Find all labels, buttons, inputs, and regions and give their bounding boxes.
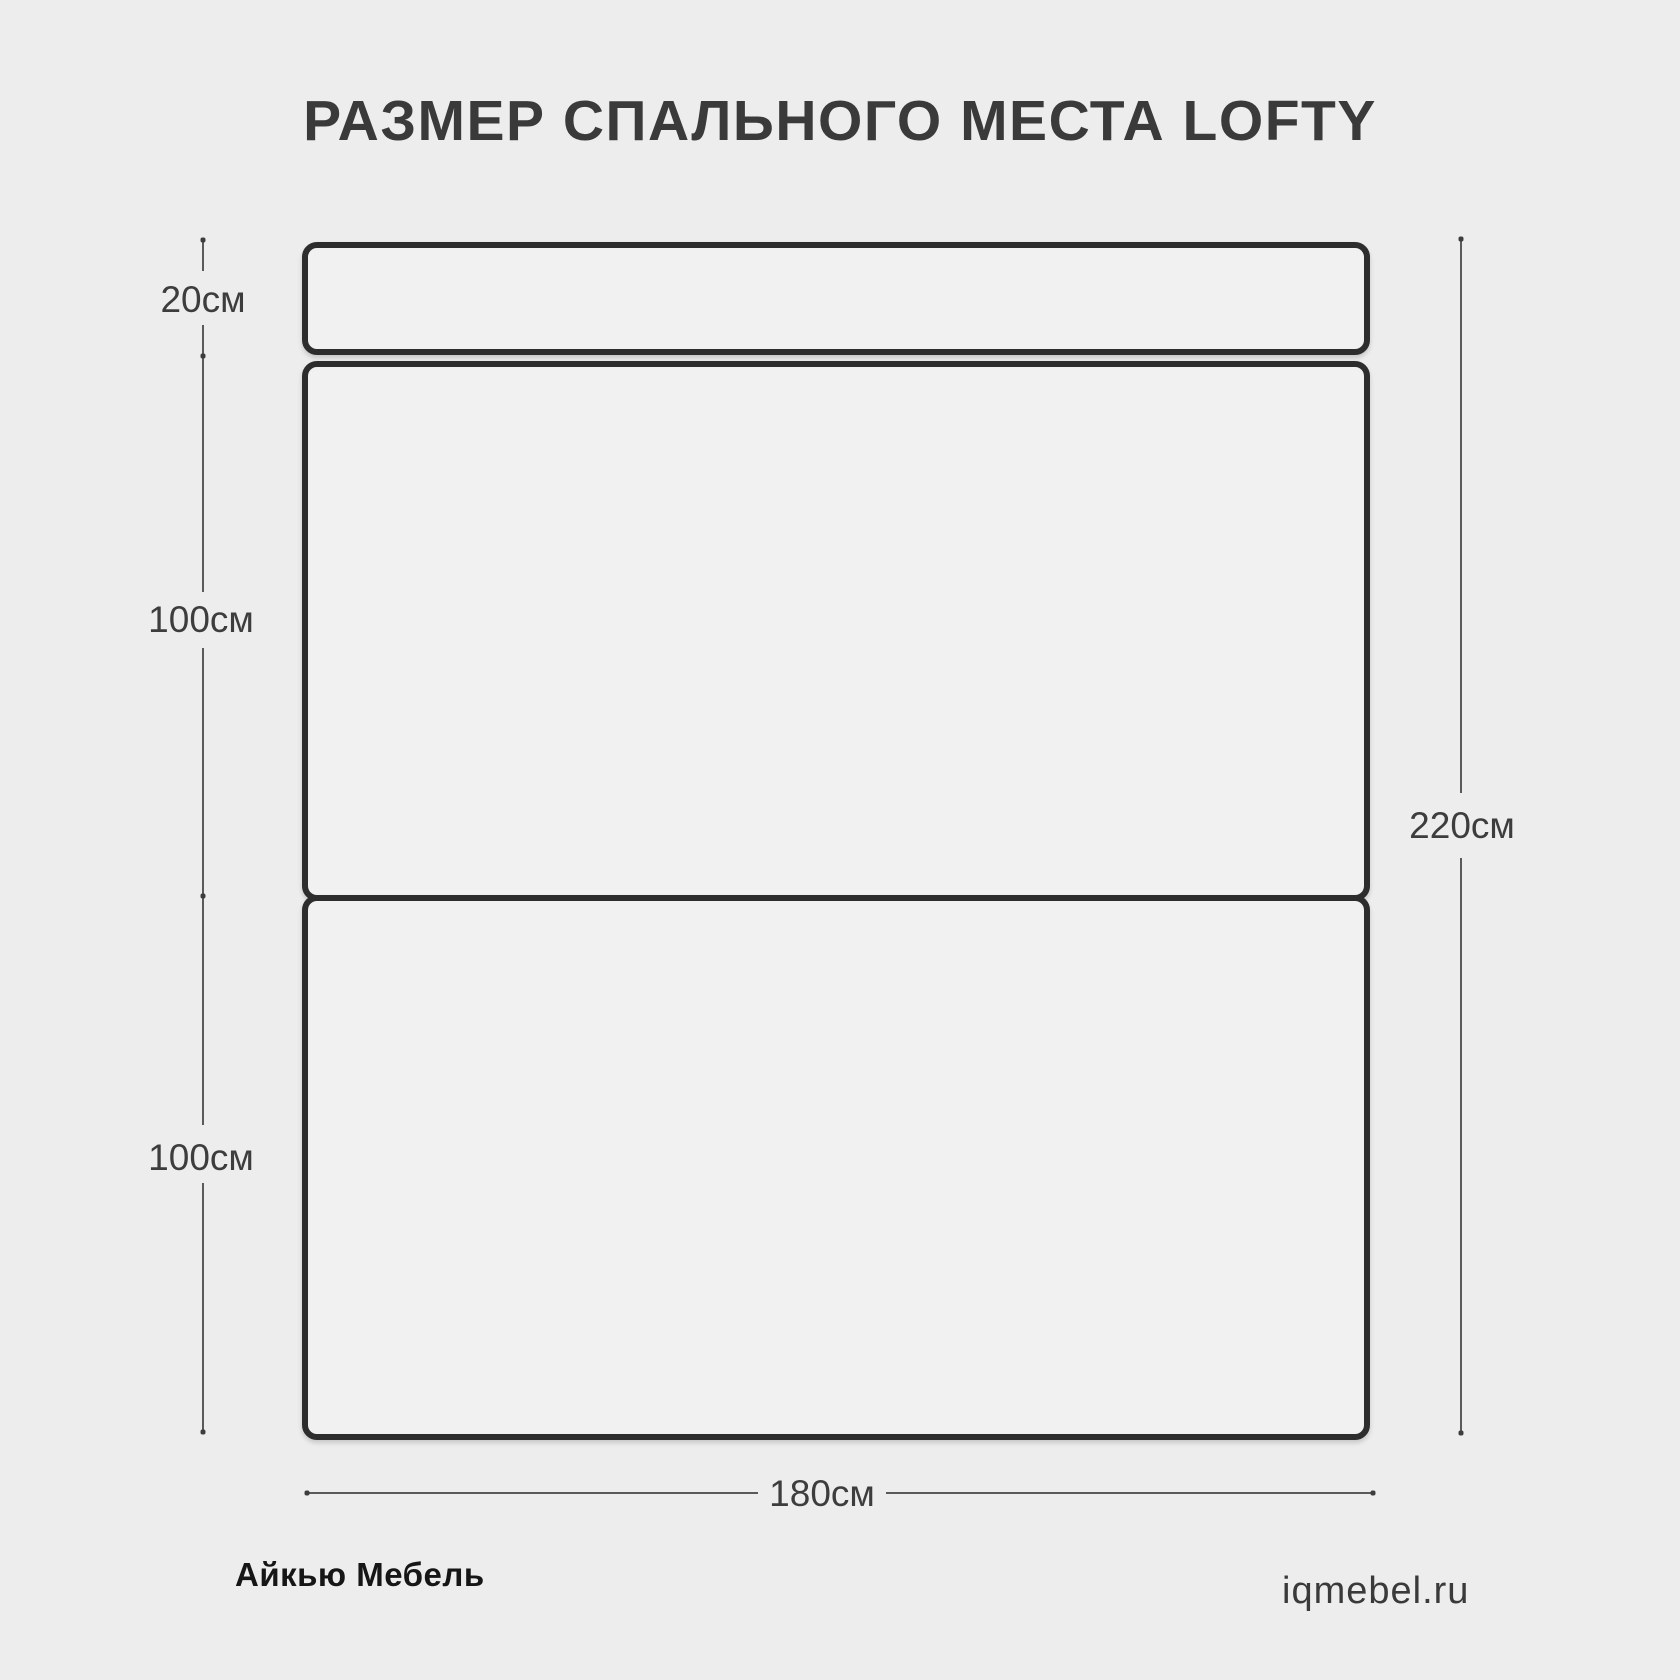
upper-section-height-label: 100см bbox=[148, 599, 254, 640]
left-dim-segment-1 bbox=[202, 239, 204, 271]
dim-endpoint-marker bbox=[1459, 237, 1464, 242]
dim-endpoint-marker bbox=[1459, 1431, 1464, 1436]
brand-name: Айкью Мебель bbox=[235, 1556, 485, 1593]
dim-boundary-marker bbox=[201, 894, 206, 899]
lower-section-height-label: 100см bbox=[148, 1137, 254, 1178]
total-height-label: 220см bbox=[1409, 805, 1515, 846]
left-dim-segment-3 bbox=[202, 648, 204, 1125]
bottom-dim-segment-1 bbox=[306, 1492, 758, 1494]
bed-width-label: 180см bbox=[769, 1473, 875, 1514]
left-dim-segment-2 bbox=[202, 325, 204, 592]
dim-endpoint-marker bbox=[1371, 1491, 1376, 1496]
dim-endpoint-marker bbox=[201, 238, 206, 243]
dim-boundary-marker bbox=[201, 354, 206, 359]
right-dim-segment-1 bbox=[1460, 238, 1462, 793]
upper-mattress-rect bbox=[302, 361, 1370, 901]
dim-endpoint-marker bbox=[305, 1491, 310, 1496]
headboard-height-label: 20см bbox=[160, 279, 246, 320]
left-dim-segment-4 bbox=[202, 1183, 204, 1433]
website-url: iqmebel.ru bbox=[1282, 1570, 1470, 1612]
page-title: РАЗМЕР СПАЛЬНОГО МЕСТА LOFTY bbox=[303, 89, 1377, 153]
dim-endpoint-marker bbox=[201, 1430, 206, 1435]
headboard-rect bbox=[302, 242, 1370, 355]
lower-mattress-rect bbox=[302, 895, 1370, 1440]
right-dim-segment-2 bbox=[1460, 858, 1462, 1434]
bottom-dim-segment-2 bbox=[886, 1492, 1374, 1494]
